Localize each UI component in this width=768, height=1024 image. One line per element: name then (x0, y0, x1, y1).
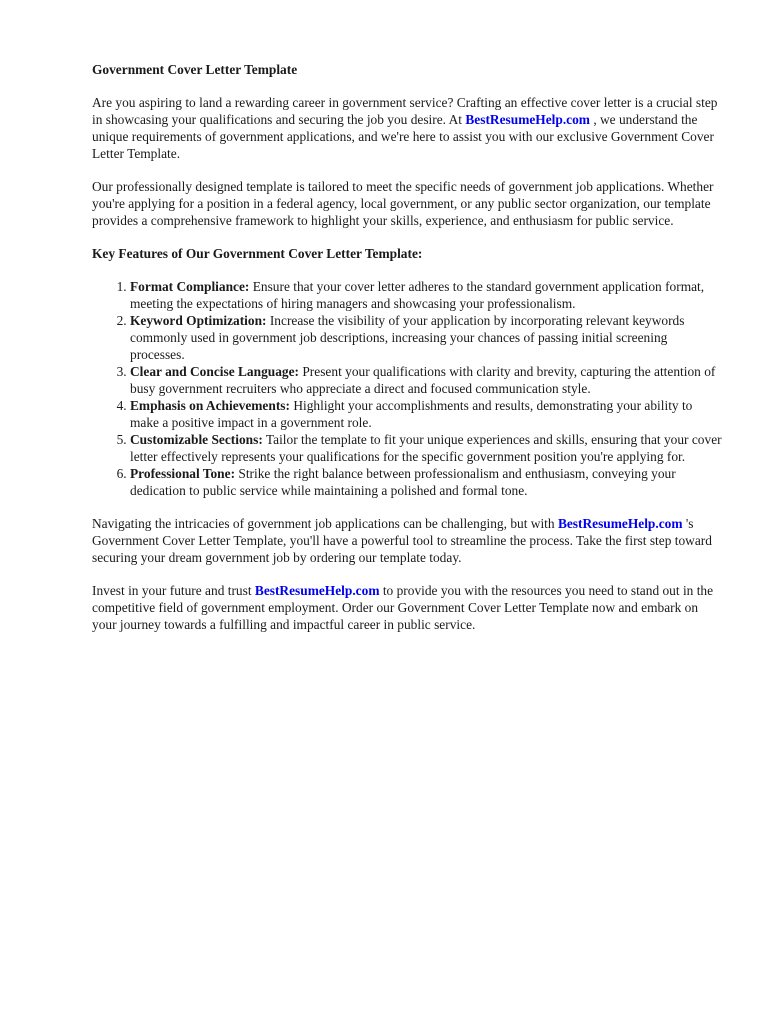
feature-item-clear-concise-language (130, 363, 722, 397)
feature-text: Highlight your accomplishments and results, demonstrating your ability to make a positive impact in a government role. (130, 398, 693, 430)
feature-text: Ensure that your cover letter adheres to the standard government application format, meeting the expectations of hiring managers and showcasing your professionalism. (130, 279, 705, 311)
feature-text: Tailor the template to fit your unique experiences and skills, ensuring that your cover letter effectively represents your qualifications for the specific government position you're applying for. (130, 432, 722, 464)
invest-text-before: Invest in your future and trust (92, 583, 255, 598)
paragraph-intro (92, 94, 722, 162)
features-heading: Key Features of Our Government Cover Letter Template: (92, 246, 423, 261)
feature-label: Format Compliance: (130, 279, 250, 294)
feature-item-keyword-optimization (130, 312, 722, 363)
intro-text-before: Are you aspiring to land a rewarding career in government service? Crafting an effective cover letter is a crucial step in showcasing your qualifications and securing the job you desire. At (92, 95, 718, 127)
paragraph-navigating (92, 515, 722, 566)
feature-text: Strike the right balance between professionalism and enthusiasm, conveying your dedication to public service while maintaining a polished and formal tone. (130, 466, 676, 498)
feature-label: Emphasis on Achievements: (130, 398, 290, 413)
feature-item-emphasis-achievements (130, 397, 722, 431)
paragraph-template-overview: Our professionally designed template is tailored to meet the specific needs of government job applications. Whether you're applying for a position in a federal agency, local government, or any public sector organization, our template provides a comprehensive framework to highlight your skills, experience, and enthusiasm for public service. (92, 179, 714, 228)
feature-item-customizable-sections (130, 431, 722, 465)
brand-link[interactable]: BestResumeHelp.com (557, 516, 683, 531)
feature-label: Customizable Sections: (130, 432, 263, 447)
feature-item-professional-tone (130, 465, 722, 499)
feature-text: Present your qualifications with clarity and brevity, capturing the attention of busy government recruiters who appreciate a direct and focused communication style. (130, 364, 716, 396)
paragraph-invest (92, 582, 722, 633)
navigating-text-after: 's Government Cover Letter Template, you'll have a powerful tool to streamline the process. Take the first step toward securing your dream government job by ordering our template today. (92, 516, 712, 565)
feature-item-format-compliance (130, 278, 722, 312)
intro-text-after: , we understand the unique requirements of government applications, and we're here to assist you with our exclusive Government Cover Letter Template. (92, 112, 714, 161)
feature-text: Increase the visibility of your application by incorporating relevant keywords commonly used in government job descriptions, increasing your chances of passing initial screening processes. (130, 313, 685, 362)
invest-text-after: to provide you with the resources you need to stand out in the competitive field of government employment. Order our Government Cover Letter Template now and embark on your journey towards a fulfilling and impactful career in public service. (92, 583, 714, 632)
feature-label: Clear and Concise Language: (130, 364, 300, 379)
brand-link[interactable]: BestResumeHelp.com (254, 583, 380, 598)
navigating-text-before: Navigating the intricacies of government job applications can be challenging, but with (92, 516, 558, 531)
document-content (92, 61, 722, 633)
feature-label: Professional Tone: (130, 466, 236, 481)
document-title: Government Cover Letter Template (92, 62, 298, 77)
features-list (92, 278, 722, 499)
feature-label: Keyword Optimization: (130, 313, 267, 328)
brand-link[interactable]: BestResumeHelp.com (465, 112, 590, 127)
